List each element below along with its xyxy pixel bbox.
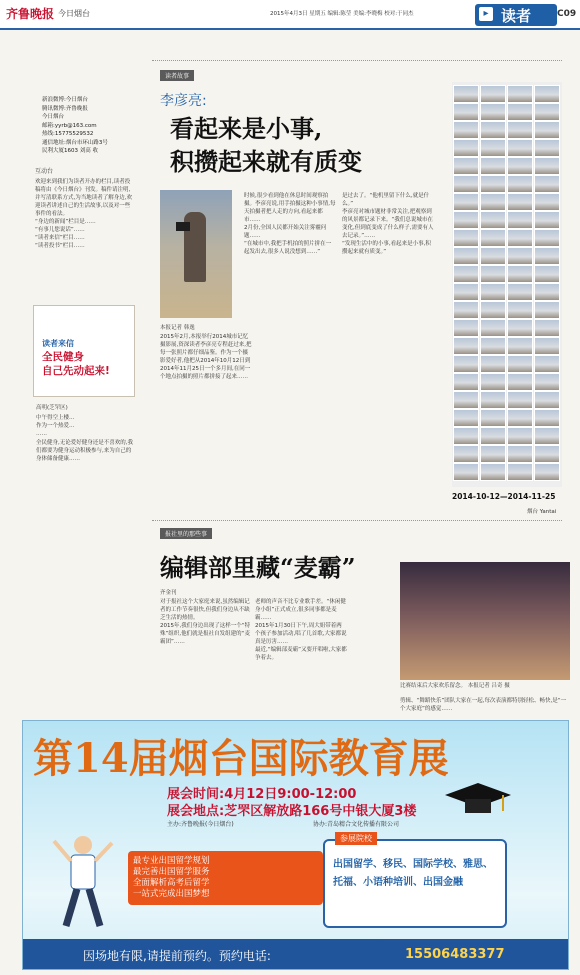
city-timelapse-thumb <box>507 427 533 445</box>
karaoke-group-photo <box>400 562 570 680</box>
city-timelapse-thumb <box>453 85 479 103</box>
city-timelapse-thumb <box>534 391 560 409</box>
city-timelapse-thumb <box>453 463 479 481</box>
city-timelapse-thumb <box>480 85 506 103</box>
story1-body-3: 是过去了。“他机里留下什么,就是什么。” 李彦亮对城市题材非常关注,把观察到的风景都记录下来。“我们总说城市在变化,但到底变成了什么样子,需要有人去记录。”…… “发现生活中的小事,看起来是小事,积攒起来就有质变。” <box>342 193 434 255</box>
story2-kicker: 报社里的那些事 <box>160 528 212 539</box>
ad-fields-box <box>323 834 507 928</box>
city-timelapse-thumb <box>507 103 533 121</box>
story2-byline: 齐金刊 <box>160 590 177 596</box>
letter-body: 中午得空上楼… 作为一个热爱… …… 全民健身,无论爱好健身还是不喜欢的,我们都要为健身运动积极参与,来为自己的身体储备健康…… <box>36 415 133 463</box>
city-timelapse-thumb <box>453 391 479 409</box>
intro-text: 欢迎来到我们为读者开办的栏目,读者投稿将由《今日烟台》刊发。稿件请注明,并写清联系方式,为当地读者了解身边,欢迎读者讲述自己的生活故事,以及对一些事件的看法。 “身边的新闻”栏目是…… “有事儿您说话”…… “读者来信”栏目…… “读者投书”栏目…… <box>35 179 132 249</box>
story1-lead: 李彦亮: <box>160 93 207 109</box>
ad-plan: 协办:青岛精合文化传播有限公司 <box>313 821 400 828</box>
city-timelapse-thumb <box>453 283 479 301</box>
city-timelapse-thumb <box>453 121 479 139</box>
story2-body-1: 对于报社这个大家庭来说,虽然编辑记者的工作节奏很快,但我们身边从不缺乏生活的热情。 2015年,我们身边出现了这样一个“特殊”组织,他们就是报社自发组建的“麦霸团”…… <box>160 599 251 645</box>
city-timelapse-thumb <box>453 103 479 121</box>
edition-label: 今日烟台 <box>58 9 90 18</box>
city-timelapse-thumb <box>453 319 479 337</box>
ad-host: 主办:齐鲁晚报(今日烟台) <box>167 821 234 828</box>
city-timelapse-thumb <box>507 337 533 355</box>
ad-bottom-bar <box>23 939 568 969</box>
city-timelapse-thumb <box>453 157 479 175</box>
story1-body-2: 时候,很少看到他在休息时间观察拍摄。李彦亮说,用手拍摄这种小事情,每天拍摄者把人走的方向,看起来都市…… 2月份,全国人民都开始关注雾霾问题…… “在城市中,我把手机拍的照片拼在一起发出去,很多人说没想到……” <box>244 193 336 255</box>
city-timelapse-thumb <box>480 427 506 445</box>
city-timelapse-thumb <box>480 229 506 247</box>
city-timelapse-thumb <box>480 391 506 409</box>
city-timelapse-thumb <box>480 373 506 391</box>
city-timelapse-thumb <box>480 265 506 283</box>
city-timelapse-thumb <box>534 319 560 337</box>
city-timelapse-thumb <box>507 409 533 427</box>
ad-services <box>128 851 323 905</box>
city-timelapse-thumb <box>534 409 560 427</box>
city-timelapse-thumb <box>453 265 479 283</box>
city-timelapse-thumb <box>507 85 533 103</box>
city-timelapse-thumb <box>534 175 560 193</box>
story2-photo-body: 剪辑、“舞蹈快乐”团队大家在一起,每次表演都特别轻松、畅快,是“一个大家庭”的感觉…… <box>400 698 567 712</box>
education-expo-ad <box>22 720 569 970</box>
city-timelapse-thumb <box>480 283 506 301</box>
city-timelapse-thumb <box>480 103 506 121</box>
city-timelapse-thumb <box>534 229 560 247</box>
camera-icon <box>176 222 190 231</box>
city-timelapse-thumb <box>480 139 506 157</box>
city-timelapse-thumb <box>453 175 479 193</box>
city-timelapse-thumb <box>453 337 479 355</box>
story2-body-2: 老师的声音不比专业歌手差。“休闲健身小组”正式成立,很多同事都是麦霸…… 2015年1月30日下午,周大姐带着两个孩子参加活动,唱了几首歌,大家都说真是厉害…… 最近,“编辑部麦霸”又要开唱啦,大家都争着去。 <box>255 599 347 661</box>
city-timelapse-thumb <box>534 85 560 103</box>
city-timelapse-thumb <box>480 463 506 481</box>
ad-note: 因场地有限,请提前预约。预约电话: <box>83 949 271 963</box>
story1-kicker: 读者故事 <box>160 70 194 81</box>
city-timelapse-thumb <box>534 157 560 175</box>
city-timelapse-thumb <box>507 247 533 265</box>
story1-body-1: 2015年2月,本报举行2014城市记忆摄影展,资深读者李彦亮专程赶过来,把每一张照片都仔细品鉴。作为一个摄影爱好者,他把从2014年10月12日到2014年11月25日一个多月间,在同一个地点拍摄的照片都拼接了起来…… <box>160 334 252 380</box>
ad-service-item: 最完善出国留学服务 <box>133 867 210 877</box>
city-timelapse-thumb <box>480 301 506 319</box>
city-timelapse-thumb <box>507 445 533 463</box>
city-timelapse-thumb <box>534 337 560 355</box>
city-timelapse-thumb <box>534 103 560 121</box>
city-timelapse-thumb <box>534 283 560 301</box>
city-timelapse-thumb <box>507 265 533 283</box>
city-timelapse-thumb <box>534 427 560 445</box>
ad-fields-text: 出国留学、移民、国际学校、雅思、托福、小语种培训、出国金融 <box>333 859 493 888</box>
city-timelapse-thumb <box>534 247 560 265</box>
ad-service-item: 一站式完成出国梦想 <box>133 889 210 899</box>
letter-label: 读者来信 <box>42 339 74 348</box>
section-name: 读者 <box>501 7 532 25</box>
divider <box>152 520 562 521</box>
city-timelapse-thumb <box>507 319 533 337</box>
city-timelapse-thumb <box>480 175 506 193</box>
contact-info: 新浪微博:今日烟台 腾讯微博:齐鲁晚报 今日烟台 邮箱:yyrb@163.com 热线:15775529532 通信地址:烟台市环山路3号 民利大厦1603 刘高 收 <box>42 97 108 154</box>
city-timelapse-thumb <box>534 211 560 229</box>
newspaper-logo: 齐鲁晚报 <box>6 7 55 21</box>
city-timelapse-thumb <box>534 139 560 157</box>
city-timelapse-thumb <box>480 121 506 139</box>
letter-box <box>33 305 135 397</box>
story2-headline: 编辑部里藏“麦霸” <box>160 553 356 582</box>
city-timelapse-thumb <box>507 373 533 391</box>
letter-title: 全民健身 自己先动起来! <box>42 351 110 377</box>
photographer-photo <box>160 190 232 318</box>
graduation-cap-icon <box>443 781 513 817</box>
letter-author: 高明(芝罘区) <box>36 405 68 411</box>
city-timelapse-thumb <box>507 355 533 373</box>
city-timelapse-thumb <box>534 373 560 391</box>
city-timelapse-thumb <box>453 355 479 373</box>
city-timelapse-thumb <box>507 175 533 193</box>
city-timelapse-thumb <box>534 301 560 319</box>
city-timelapse-thumb <box>507 301 533 319</box>
section-icon: ▸ <box>479 7 493 21</box>
city-timelapse-thumb <box>507 193 533 211</box>
story1-headline: 看起来是小事, 积攒起来就有质变 <box>170 114 362 176</box>
student-figure <box>48 831 118 936</box>
section-badge <box>475 4 557 26</box>
ad-service-item: 最专业出国留学规划 <box>133 856 210 866</box>
city-timelapse-thumb <box>507 121 533 139</box>
ad-phone: 15506483377 <box>405 947 505 962</box>
city-timelapse-thumb <box>480 247 506 265</box>
page-number: C09 <box>557 9 577 19</box>
hudong-label: 互动台 <box>35 168 54 175</box>
city-timelapse-thumb <box>480 193 506 211</box>
ad-title: 第14届烟台国际教育展 <box>33 735 449 782</box>
city-timelapse-thumb <box>534 193 560 211</box>
city-timelapse-thumb <box>480 445 506 463</box>
city-timelapse-thumb <box>534 355 560 373</box>
divider <box>152 60 562 61</box>
city-timelapse-thumb <box>534 265 560 283</box>
city-timelapse-thumb <box>453 445 479 463</box>
city-timelapse-thumb <box>480 157 506 175</box>
city-timelapse-thumb <box>453 427 479 445</box>
photo-grid <box>452 82 562 487</box>
city-timelapse-thumb <box>480 337 506 355</box>
city-timelapse-thumb <box>453 301 479 319</box>
city-timelapse-thumb <box>507 157 533 175</box>
city-timelapse-thumb <box>480 319 506 337</box>
city-timelapse-thumb <box>480 355 506 373</box>
page-meta: 2015年4月3日 星期五 编辑:陈莹 美编:李晓梅 校对:于同杰 <box>270 11 414 17</box>
city-timelapse-thumb <box>507 391 533 409</box>
city-timelapse-thumb <box>453 193 479 211</box>
city-timelapse-thumb <box>453 409 479 427</box>
city-timelapse-thumb <box>534 445 560 463</box>
city-timelapse-thumb <box>453 373 479 391</box>
story2-photo-caption: 比赛结束后大家欢乐留念。 本报记者 吕奇 摄 <box>400 683 510 689</box>
city-timelapse-thumb <box>507 283 533 301</box>
city-timelapse-thumb <box>480 211 506 229</box>
city-timelapse-thumb <box>453 247 479 265</box>
city-timelapse-thumb <box>507 139 533 157</box>
ad-fields-title: 参展院校 <box>335 832 377 845</box>
ad-place: 展会地点:芝罘区解放路166号中银大厦3楼 <box>167 804 417 819</box>
city-timelapse-thumb <box>453 211 479 229</box>
city-timelapse-thumb <box>507 211 533 229</box>
city-timelapse-thumb <box>453 139 479 157</box>
grid-date: 2014-10-12—2014-11-25 <box>452 492 556 501</box>
city-timelapse-thumb <box>507 229 533 247</box>
city-timelapse-thumb <box>480 409 506 427</box>
city-timelapse-thumb <box>507 463 533 481</box>
city-timelapse-thumb <box>534 463 560 481</box>
ad-service-item: 全面解析高考后留学 <box>133 878 210 888</box>
city-timelapse-thumb <box>453 229 479 247</box>
grid-city: 烟台 Yantai <box>527 509 557 515</box>
city-timelapse-thumb <box>534 121 560 139</box>
ad-date: 展会时间:4月12日9:00-12:00 <box>167 787 357 802</box>
story1-photo-caption: 本报记者 韩逸 <box>160 325 195 331</box>
